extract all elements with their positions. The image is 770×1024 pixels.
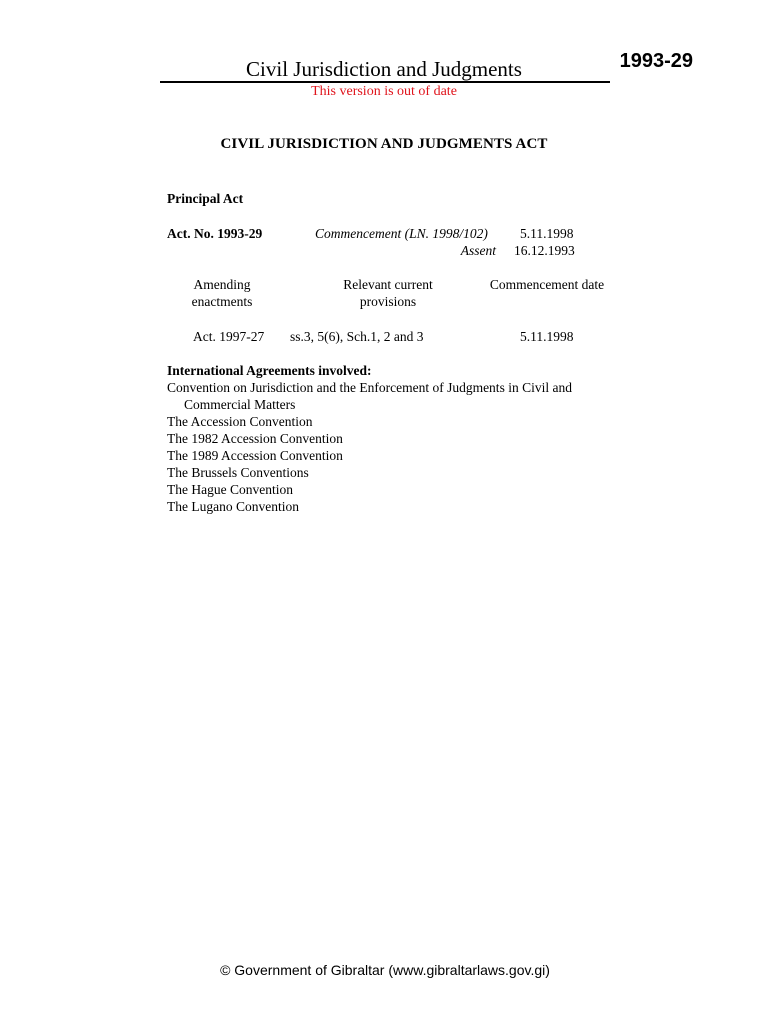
commencement-date-cell: 5.11.1998: [520, 329, 574, 344]
commencement-date: 5.11.1998: [520, 226, 574, 241]
international-agreements-heading: International Agreements involved:: [167, 363, 372, 378]
principal-act-heading: Principal Act: [167, 191, 244, 206]
column-header-relevant-provisions: Relevant current provisions: [343, 277, 433, 309]
commencement-label: Commencement (LN. 1998/102): [315, 226, 488, 241]
agreements-list: [167, 379, 607, 515]
list-item: The 1989 Accession Convention: [167, 448, 343, 463]
list-item: The 1982 Accession Convention: [167, 431, 343, 446]
copyright-footer: © Government of Gibraltar (www.gibraltarlaws.gov.gi): [220, 962, 550, 978]
list-item: The Accession Convention: [167, 414, 313, 429]
out-of-date-notice: This version is out of date: [311, 84, 457, 99]
document-title: CIVIL JURISDICTION AND JUDGMENTS ACT: [220, 136, 548, 152]
assent-date: 16.12.1993: [514, 243, 575, 258]
act-no: Act. No. 1993-29: [167, 226, 263, 241]
list-item: The Lugano Convention: [167, 499, 299, 514]
running-title: Civil Jurisdiction and Judgments: [246, 57, 522, 81]
amending-enactment-cell: Act. 1997-27: [193, 329, 265, 344]
assent-label: Assent: [460, 243, 496, 258]
act-number: 1993-29: [619, 50, 693, 72]
relevant-provisions-cell: ss.3, 5(6), Sch.1, 2 and 3: [290, 329, 424, 344]
list-item: The Hague Convention: [167, 482, 293, 497]
header-rule: [160, 81, 610, 83]
column-header-commencement-date: Commencement date: [489, 277, 605, 292]
column-header-amending-enactments: Amending enactments: [191, 277, 253, 309]
list-item: Convention on Jurisdiction and the Enforcement of Judgments in Civil and Commercial Matters: [167, 380, 572, 412]
list-item: The Brussels Conventions: [167, 465, 309, 480]
